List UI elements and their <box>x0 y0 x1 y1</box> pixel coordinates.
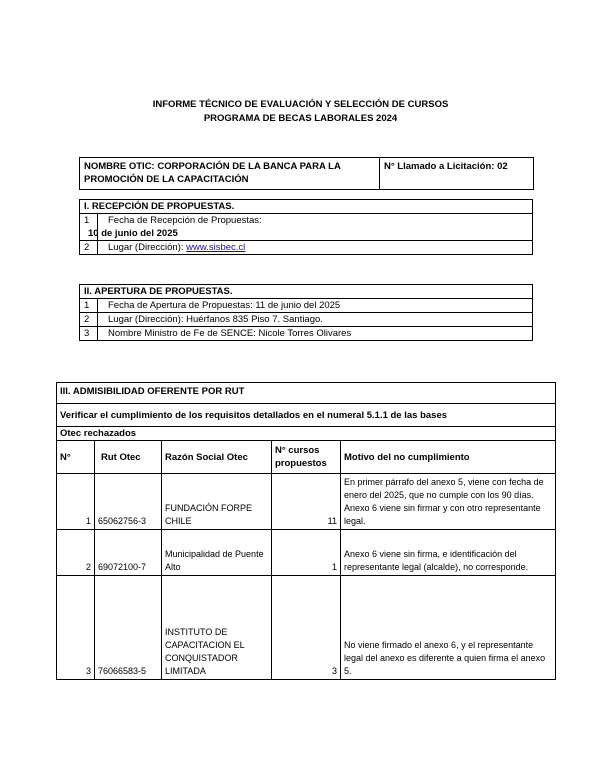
cell-num: 2 <box>57 530 95 576</box>
table-row <box>57 474 556 530</box>
col-header-num: N° <box>57 441 95 474</box>
cell-razon: Municipalidad de Puente Alto <box>162 530 272 576</box>
cell-razon: FUNDACIÓN FORPE CHILE <box>162 474 272 530</box>
section-heading: I. RECEPCIÓN DE PROPUESTAS. <box>80 200 533 214</box>
section-heading: III. ADMISIBILIDAD OFERENTE POR RUT <box>57 383 556 404</box>
lugar-apertura: Lugar (Dirección): Huérfanos 835 Piso 7. Santiago. <box>98 313 533 327</box>
row-number: 2 <box>80 313 98 327</box>
cell-rut: 65062756-3 <box>95 474 162 530</box>
table-row <box>57 576 556 680</box>
cell-cursos: 11 <box>272 474 341 530</box>
document-title: INFORME TÉCNICO DE EVALUACIÓN Y SELECCIÓN DE CURSOS <box>152 99 449 110</box>
sisbec-link[interactable]: www.sisbec.cl <box>186 242 246 253</box>
otic-header-table <box>79 157 534 190</box>
cell-rut: 69072100-7 <box>95 530 162 576</box>
recepcion-table <box>79 199 533 255</box>
fecha-recepcion-label: Fecha de Recepción de Propuestas: <box>98 214 533 228</box>
lugar-label: Lugar (Dirección): <box>108 242 187 253</box>
cell-num: 1 <box>57 474 95 530</box>
lugar-row <box>98 241 533 255</box>
cell-motivo: En primer párrafo del anexo 5, viene con fecha de enero del 2025, que no cumple con los 90 días. Anexo 6 viene sin firmar y con otro representante legal. <box>341 474 556 530</box>
col-header-razon: Razón Social Otec <box>162 441 272 474</box>
cell-razon: INSTITUTO DE CAPACITACION EL CONQUISTADOR LIMITADA <box>162 576 272 680</box>
cell-num: 3 <box>57 576 95 680</box>
cell-rut: 76066583-5 <box>95 576 162 680</box>
ministro-de-fe: Nombre Ministro de Fe de SENCE: Nicole Torres Olivares <box>98 327 533 341</box>
cell-cursos: 3 <box>272 576 341 680</box>
cell-motivo: No viene firmado el anexo 6, y el representante legal del anexo es diferente a quien firma el anexo 5. <box>341 576 556 680</box>
row-number: 3 <box>80 327 98 341</box>
col-header-motivo: Motivo del no cumplimiento <box>341 441 556 474</box>
col-header-cursos: N° cursos propuestos <box>272 441 341 474</box>
table-row <box>57 530 556 576</box>
verify-text: Verificar el cumplimiento de los requisitos detallados en el numeral 5.1.1 de las bases <box>57 404 556 427</box>
document-subtitle: PROGRAMA DE BECAS LABORALES 2024 <box>203 113 398 124</box>
fecha-recepcion-value: 10 de junio del 2025 <box>84 227 519 241</box>
cell-motivo: Anexo 6 viene sin firma, e identificación del representante legal (alcalde), no corresponde. <box>341 530 556 576</box>
apertura-table <box>79 284 533 341</box>
fecha-apertura: Fecha de Apertura de Propuestas: 11 de junio del 2025 <box>98 299 533 313</box>
llamado-licitacion: N° Llamado a Licitación: 02 <box>380 158 534 190</box>
otec-rechazados-label: Otec rechazados <box>57 427 556 441</box>
cell-cursos: 1 <box>272 530 341 576</box>
col-header-rut: Rut Otec <box>95 441 162 474</box>
row-number: 1 <box>80 299 98 313</box>
section-heading: II. APERTURA DE PROPUESTAS. <box>80 285 533 299</box>
row-number: 2 <box>80 241 98 255</box>
otic-name: NOMBRE OTIC: CORPORACIÓN DE LA BANCA PARA LA PROMOCIÓN DE LA CAPACITACIÓN <box>80 158 380 190</box>
row-number: 1 <box>80 214 98 241</box>
admisibilidad-table <box>56 382 556 680</box>
